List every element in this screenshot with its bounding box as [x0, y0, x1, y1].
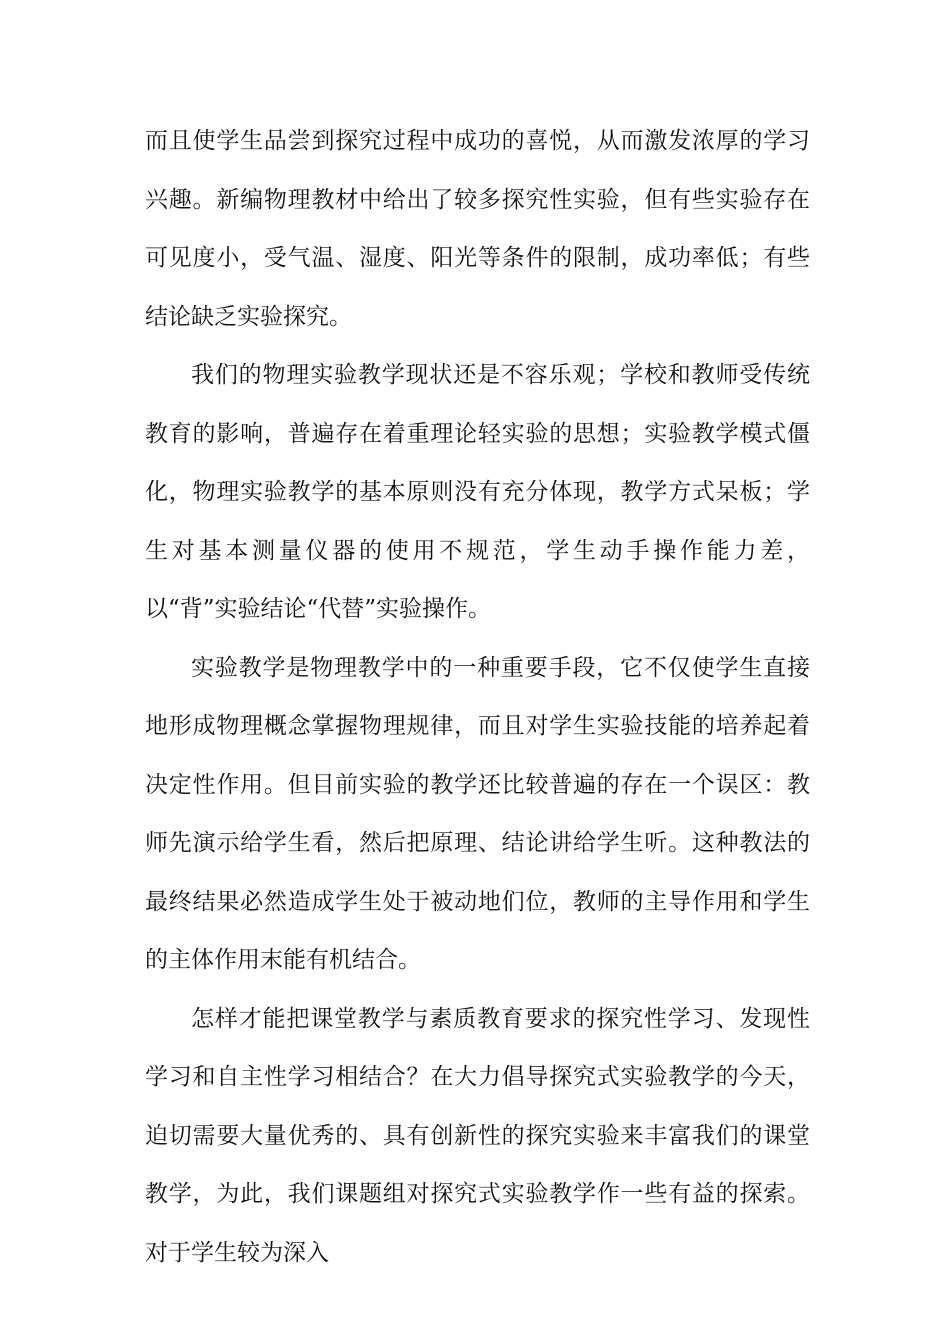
- paragraph-4: 怎样才能把课堂教学与素质教育要求的探究性学习、发现性学习和自主性学习相结合？在大力倡导探究式实验教学的今天，迫切需要大量优秀的、具有创新性的探究实验来丰富我们的课堂教学，为此，我们课题组对探究式实验教学作一些有益的探索。对于学生较为深入: [145, 1005, 810, 1266]
- document-body: [145, 112, 810, 1282]
- paragraph-1: 而且使学生品尝到探究过程中成功的喜悦，从而激发浓厚的学习兴趣。新编物理教材中给出了较多探究性实验，但有些实验存在可见度小，受气温、湿度、阳光等条件的限制，成功率低；有些结论缺乏实验探究。: [145, 128, 810, 330]
- paragraph-3: 实验教学是物理教学中的一种重要手段，它不仅使学生直接地形成物理概念掌握物理规律，而且对学生实验技能的培养起着决定性作用。但目前实验的教学还比较普遍的存在一个误区：教师先演示给学生看，然后把原理、结论讲给学生听。这种教法的最终结果必然造成学生处于被动地们位，教师的主导作用和学生的主体作用末能有机结合。: [145, 654, 810, 973]
- paragraph-2: 我们的物理实验教学现状还是不容乐观；学校和教师受传统教育的影响，普遍存在着重理论轻实验的思想；实验教学模式僵化，物理实验教学的基本原则没有充分体现，教学方式呆板；学生对基本测量仪器的使用不规范，学生动手操作能力差，以“背”实验结论“代替”实验操作。: [145, 362, 810, 622]
